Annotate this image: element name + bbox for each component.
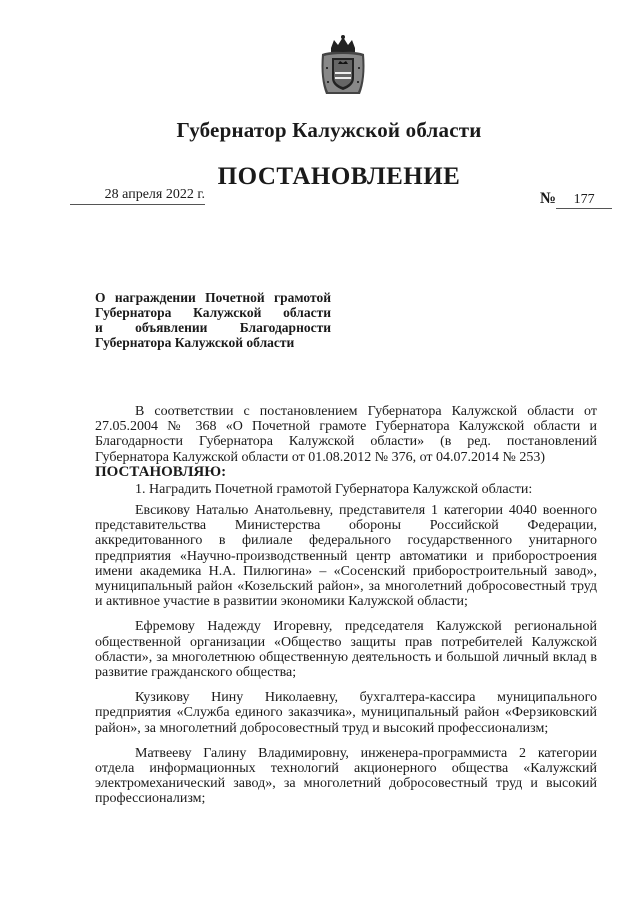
document-subject [95,290,331,350]
document-date: 28 апреля 2022 г. [70,186,205,205]
number-value: 177 [556,192,612,209]
subject-line: Губернатора Калужской области [95,335,295,350]
number-label: № [540,190,557,207]
decree-word: ПОСТАНОВЛЯЮ: [95,463,227,480]
awardee-paragraph: Кузикову Нину Николаевну, бухгалтера-кассира муниципального предприятия «Служба единого заказчика», муниципальный район «Ферзиковский район», за многолетний добросовестный труд и высокий профессионализм; [95,690,597,736]
subject-line: и объявлении Благодарности [95,320,331,335]
issuer-title: Губернатор Калужской области [176,118,482,142]
awardee-paragraph: Евсикову Наталью Анатольевну, представителя 1 категории 4040 военного представительства Министерства обороны Российской Федерации, аккредитованного в филиале федерального государственного унитарного предприятия «Научно-производственный центр автоматики и приборостроения имени академика Н.А. Пилюгина» – «Сосенский приборостроительный завод», муниципальный район «Козельский район», за многолетний добросовестный труд и активное участие в развитии экономики Калужской области; [95,503,597,610]
awardee-paragraph: Матвееву Галину Владимировну, инженера-программиста 2 категории отдела информационных технологий акционерного общества «Калужский электромеханический завод», за многолетний добросовестный труд и высокий профессионализм; [95,745,597,807]
awardee-paragraph: Ефремову Надежду Игоревну, председателя Калужской региональной общественной организации «Общество защиты прав потребителей Калужской области», за многолетнюю общественную деятельность и большой личный вклад в развитие гражданского общества; [95,619,597,681]
document-body [95,404,597,817]
item-1-heading: 1. Наградить Почетной грамотой Губернатора Калужской области: [135,481,533,497]
coat-of-arms-icon [318,34,368,100]
subject-line: Губернатора Калужской области [95,305,331,320]
preamble-paragraph: В соответствии с постановлением Губернатора Калужской области от 27.05.2004 № 368 «О Почетной грамоте Губернатора Калужской области и Благодарности Губернатора Калужской области» (в ред. постановлений Губернатора Калужской области от 01.08.2012 № 376, от 04.07.2014 № 253) [95,404,597,465]
document-number [540,190,612,209]
subject-line: О награждении Почетной грамотой [95,290,331,305]
document-type-title: ПОСТАНОВЛЕНИЕ [217,163,461,190]
